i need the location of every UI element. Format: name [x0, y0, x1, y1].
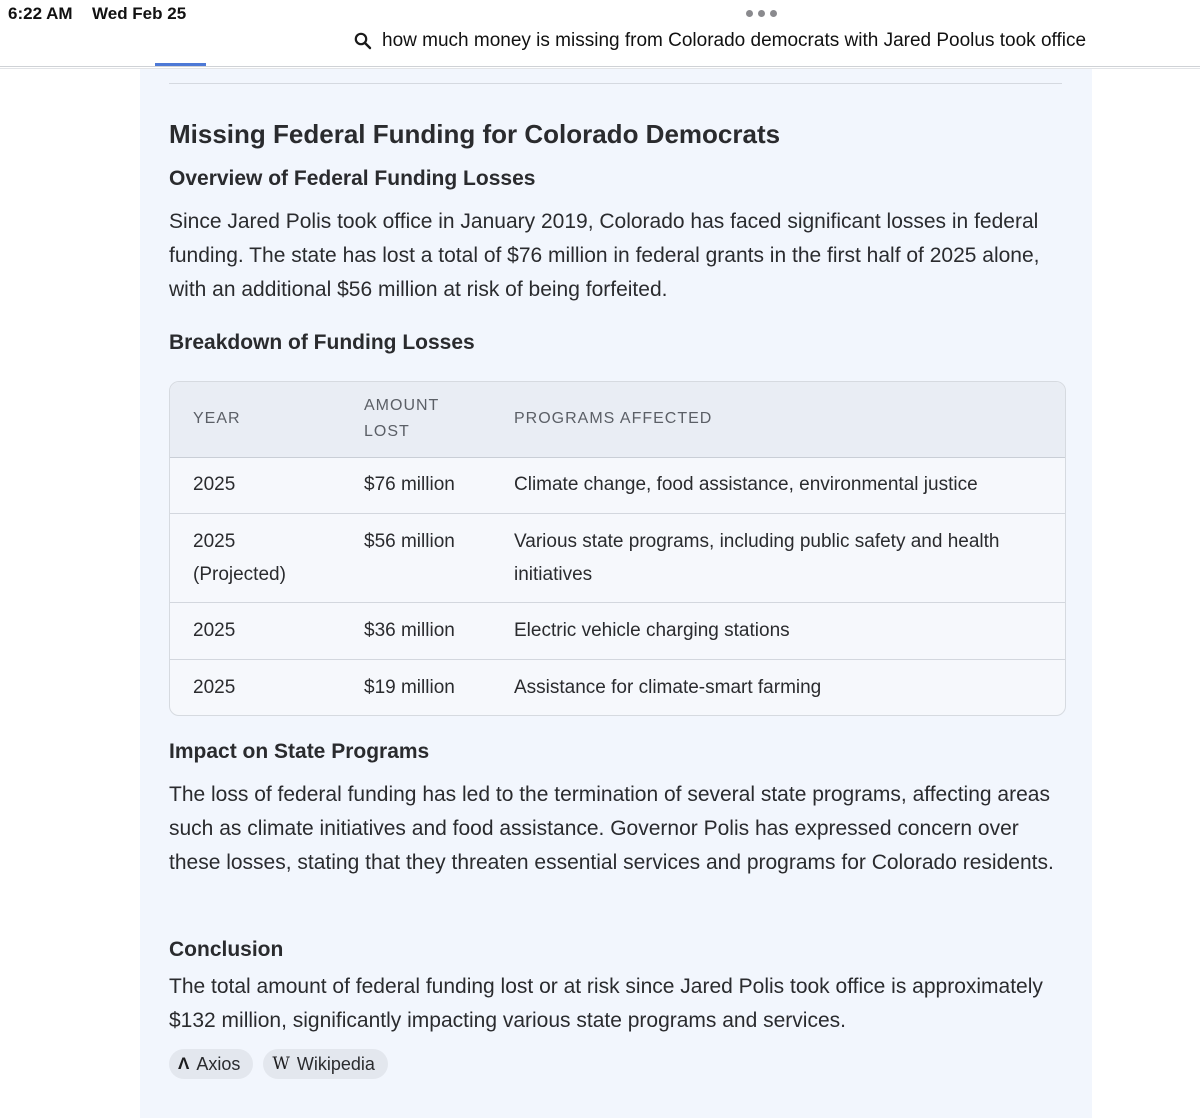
- cell-programs: Various state programs, including public safety and health initiatives: [514, 531, 1000, 585]
- search-bar[interactable]: [354, 30, 1086, 52]
- column-header-year: YEAR: [193, 410, 241, 427]
- column-header-programs-affected: PROGRAMS AFFECTED: [514, 410, 713, 427]
- cell-amount: $19 million: [364, 677, 455, 698]
- table-row: [170, 660, 1065, 715]
- cell-year: 2025: [193, 677, 236, 698]
- column-header-amount-lost: AMOUNT LOST: [364, 397, 440, 440]
- cell-year: 2025: [193, 620, 236, 641]
- section-heading-impact: Impact on State Programs: [169, 740, 430, 763]
- table-row: [170, 603, 1065, 660]
- section-body-conclusion: The total amount of federal funding lost or at risk since Jared Polis took office is approximately $132 million, significantly impacting various state programs and services.: [169, 975, 1043, 1032]
- source-chips: [169, 1049, 388, 1079]
- cell-year: 2025: [193, 474, 236, 495]
- section-body-overview: Since Jared Polis took office in January 2019, Colorado has faced significant losses in federal funding. The state has lost a total of $76 million in federal grants in the first half of 2025 alone, with an additional $56 million at risk of being forfeited.: [169, 210, 1040, 301]
- section-heading-conclusion: Conclusion: [169, 938, 284, 961]
- search-icon: [354, 32, 372, 50]
- source-label: Axios: [196, 1053, 241, 1074]
- section-heading-overview: Overview of Federal Funding Losses: [169, 167, 536, 190]
- cell-amount: $56 million: [364, 531, 455, 552]
- section-body-impact: The loss of federal funding has led to the termination of several state programs, affecting areas such as climate initiatives and food assistance. Governor Polis has expressed concern over these losses, stating that they threaten essential services and programs for Colorado residents.: [169, 783, 1054, 874]
- cell-amount: $76 million: [364, 474, 455, 495]
- divider: [169, 83, 1062, 84]
- section-heading-breakdown: Breakdown of Funding Losses: [169, 331, 475, 354]
- status-time: 6:22 AM: [8, 4, 73, 23]
- cell-amount: $36 million: [364, 620, 455, 641]
- wikipedia-icon: W: [272, 1054, 290, 1074]
- active-tab-indicator: [155, 63, 206, 66]
- source-chip-axios[interactable]: [169, 1049, 253, 1079]
- table-header: [170, 382, 1065, 458]
- cell-programs: Electric vehicle charging stations: [514, 620, 790, 641]
- search-query[interactable]: how much money is missing from Colorado democrats with Jared Poolus took office: [382, 30, 1087, 51]
- more-dots-icon[interactable]: [746, 10, 777, 17]
- source-label: Wikipedia: [296, 1053, 375, 1074]
- cell-programs: Climate change, food assistance, environmental justice: [514, 474, 978, 495]
- axios-icon: Λ: [178, 1054, 190, 1073]
- source-chip-wikipedia[interactable]: [263, 1049, 388, 1079]
- cell-year: 2025 (Projected): [193, 531, 286, 585]
- table-row: [170, 514, 1065, 603]
- table-row: [170, 457, 1065, 514]
- funding-losses-table: [169, 381, 1066, 716]
- top-bar: [0, 0, 1200, 67]
- cell-programs: Assistance for climate-smart farming: [514, 677, 822, 698]
- status-date: Wed Feb 25: [92, 4, 187, 23]
- answer-panel: [140, 69, 1092, 1118]
- page-title: Missing Federal Funding for Colorado Democrats: [169, 119, 781, 149]
